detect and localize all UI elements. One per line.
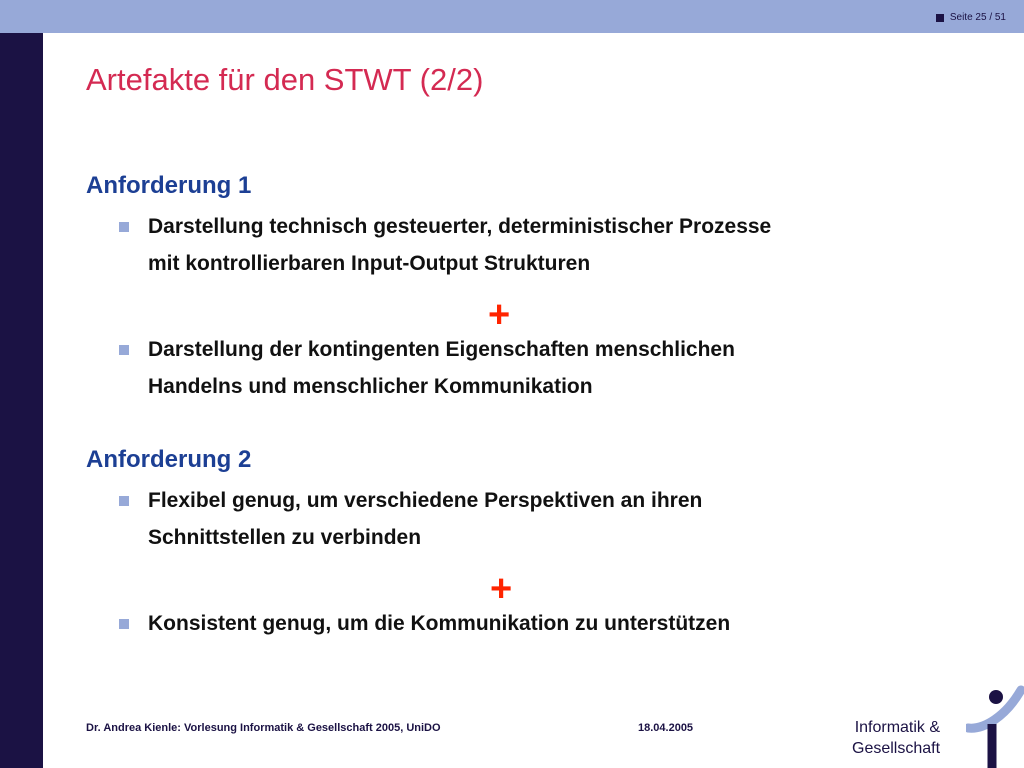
bullet-item — [148, 482, 702, 556]
bullet-line: Darstellung der kontingenten Eigenschaften menschlichen — [148, 338, 735, 361]
section-heading: Anforderung 2 — [86, 446, 252, 473]
footer-date: 18.04.2005 — [638, 722, 694, 734]
bullet-item — [148, 331, 735, 405]
section-heading: Anforderung 1 — [86, 172, 252, 199]
bullet-line: Flexibel genug, um verschiedene Perspektiven an ihren — [148, 489, 703, 512]
page-number: Seite 25 / 51 — [949, 12, 1006, 23]
informatik-logo-icon — [966, 684, 1024, 768]
slide-title: Artefakte für den STWT (2/2) — [86, 62, 484, 97]
bullet-square-icon — [119, 496, 129, 506]
footer-author: Dr. Andrea Kienle: Vorlesung Informatik & Gesellschaft 2005, UniDO — [86, 722, 441, 734]
bullet-square-icon — [119, 619, 129, 629]
logo-line: Informatik & — [854, 719, 941, 736]
bullet-line: mit kontrollierbaren Input-Output Strukturen — [148, 252, 591, 275]
section-anforderung-2 — [86, 445, 251, 475]
plus-icon: + — [490, 568, 513, 610]
bullet-line: Konsistent genug, um die Kommunikation zu unterstützen — [148, 612, 731, 635]
page-indicator — [936, 12, 1006, 23]
bullet-item — [148, 605, 730, 642]
bullet-square-icon — [119, 345, 129, 355]
bullet-line: Handelns und menschlicher Kommunikation — [148, 375, 593, 398]
logo-text — [852, 717, 940, 759]
side-bar — [0, 33, 43, 768]
plus-icon: + — [488, 294, 511, 336]
page-square-icon — [936, 14, 944, 22]
bullet-item — [148, 208, 771, 282]
logo-line: Gesellschaft — [852, 740, 941, 757]
top-bar — [0, 0, 1024, 33]
bullet-line: Schnittstellen zu verbinden — [148, 526, 422, 549]
bullet-line: Darstellung technisch gesteuerter, deterministischer Prozesse — [148, 215, 772, 238]
bullet-square-icon — [119, 222, 129, 232]
section-anforderung-1 — [86, 171, 251, 201]
